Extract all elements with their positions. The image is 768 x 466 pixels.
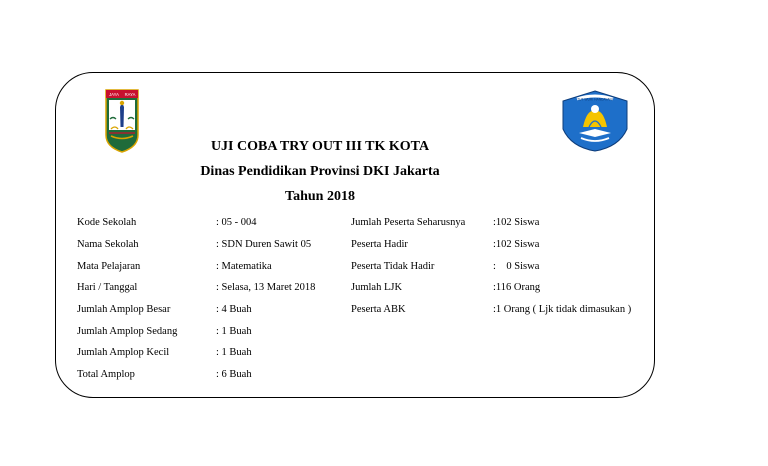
field-value: : SDN Duren Sawit 05: [216, 239, 312, 250]
field-value: : Selasa, 13 Maret 2018: [216, 282, 316, 293]
field-label: Peserta Tidak Hadir: [351, 261, 435, 272]
field-label: Nama Sekolah: [77, 239, 139, 250]
field-label: Jumlah Amplop Besar: [77, 304, 171, 315]
emblem-text-right: RAYA: [124, 92, 136, 97]
document-year: Tahun 2018: [285, 189, 355, 204]
field-value: :1 Orang ( Ljk tidak dimasukan ): [493, 304, 632, 315]
field-label: Jumlah LJK: [351, 282, 403, 293]
field-label: Mata Pelajaran: [77, 261, 141, 272]
field-value: : 6 Buah: [216, 369, 252, 380]
field-value: : 1 Buah: [216, 347, 252, 358]
field-label: Jumlah Amplop Kecil: [77, 347, 170, 358]
field-value: :102 Siswa: [493, 217, 540, 228]
document-subtitle: Dinas Pendidikan Provinsi DKI Jakarta: [200, 164, 440, 179]
field-label: Hari / Tanggal: [77, 282, 138, 293]
document-title: UJI COBA TRY OUT III TK KOTA: [210, 139, 430, 154]
field-label: Total Amplop: [77, 369, 135, 380]
field-value: : 05 - 004: [216, 217, 257, 228]
field-value: : 0 Siswa: [493, 261, 540, 272]
field-value: : Matematika: [216, 261, 272, 272]
field-label: Jumlah Peserta Seharusnya: [351, 217, 466, 228]
field-label: Peserta ABK: [351, 304, 406, 315]
field-value: :116 Orang: [493, 282, 541, 293]
tutwuri-text: TUT WURI HANDAYANI: [577, 97, 613, 102]
field-label: Jumlah Amplop Sedang: [77, 326, 178, 337]
field-value: : 4 Buah: [216, 304, 252, 315]
field-label: Kode Sekolah: [77, 217, 137, 228]
field-value: : 1 Buah: [216, 326, 252, 337]
emblem-text-left: JAYA: [109, 92, 119, 97]
field-value: :102 Siswa: [493, 239, 540, 250]
field-label: Peserta Hadir: [351, 239, 408, 250]
